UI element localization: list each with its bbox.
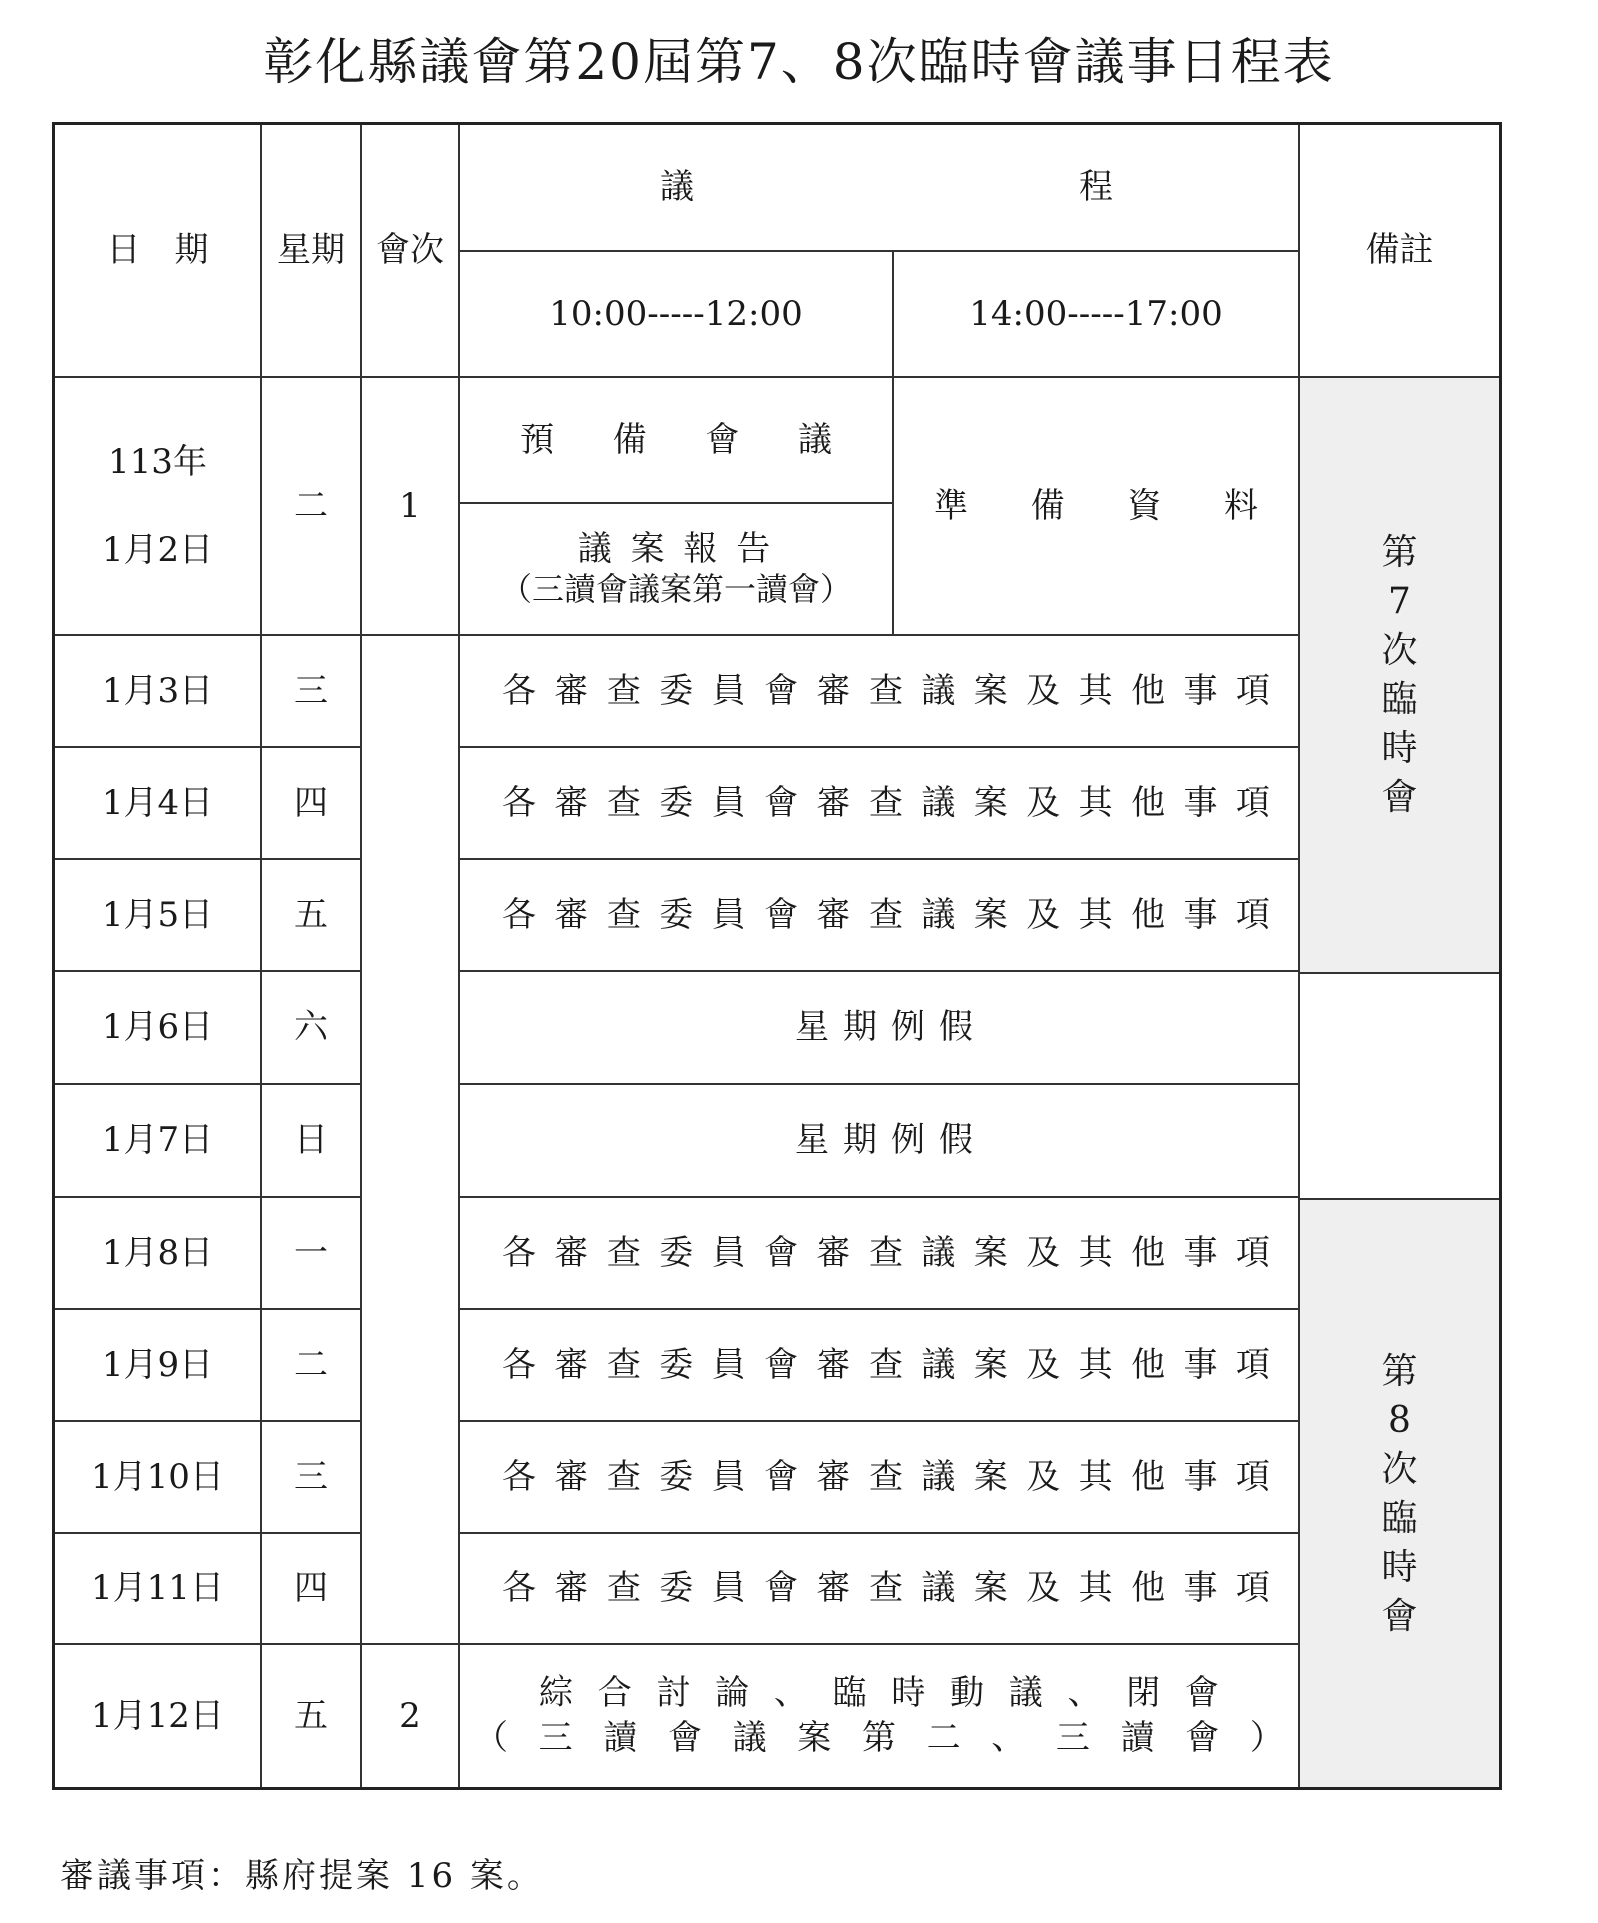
agenda-char: 案	[973, 894, 1008, 935]
header-session: 會次	[362, 125, 460, 378]
remark-char: 7	[1388, 581, 1411, 622]
agenda-char: 各	[502, 670, 536, 711]
agenda-char: 、	[991, 1718, 1026, 1758]
agenda-char: 委	[659, 782, 694, 823]
remark-char: 時	[1381, 1546, 1418, 1588]
agenda-char: 假	[939, 1120, 973, 1161]
agenda-char: 查	[868, 894, 903, 935]
agenda-char: 會	[764, 1232, 799, 1273]
reading-note-line	[474, 1718, 1284, 1759]
agenda-char: 查	[606, 782, 641, 823]
char: 準	[934, 485, 968, 526]
agenda-char: 讀	[603, 1718, 638, 1758]
agenda-char: 委	[659, 670, 694, 711]
agenda-char: 案	[973, 1232, 1008, 1273]
row-date: 1月6日	[55, 972, 262, 1085]
agenda-char: 他	[1131, 894, 1166, 935]
remark-char: 臨	[1381, 1497, 1418, 1539]
agenda-char: 及	[1026, 1344, 1061, 1385]
agenda-char: 會	[667, 1718, 702, 1758]
agenda-char: 案	[973, 1568, 1008, 1609]
agenda-char: 會	[764, 670, 799, 711]
agenda-char: 各	[502, 894, 536, 935]
review-items-note: 審議事項：縣府提案 16 案。	[60, 1856, 544, 1896]
header-agenda-right: 程	[894, 125, 1300, 252]
agenda-char: 會	[764, 1344, 799, 1385]
agenda-char: 期	[843, 1007, 877, 1048]
row-agenda	[460, 860, 1300, 972]
agenda-char: 他	[1131, 782, 1166, 823]
agenda-char: 查	[868, 670, 903, 711]
agenda-char: 會	[764, 782, 799, 823]
day1-session: 1	[362, 378, 460, 636]
agenda-char: 綜	[539, 1673, 573, 1714]
row-date: 1月4日	[55, 748, 262, 860]
row-agenda	[460, 972, 1300, 1085]
day1-weekday: 二	[262, 378, 362, 636]
day1-morning-top	[460, 378, 894, 504]
row-agenda	[460, 1198, 1300, 1310]
agenda-char: 項	[1235, 894, 1270, 935]
agenda-char: 查	[868, 1344, 903, 1385]
agenda-char: 其	[1078, 1456, 1113, 1497]
agenda-char: 委	[659, 1456, 694, 1497]
agenda-char: 項	[1235, 1568, 1270, 1609]
row-weekday: 二	[262, 1310, 362, 1422]
page-title: 彰化縣議會第20屆第7、8次臨時會議事日程表	[263, 33, 1335, 91]
agenda-char: 論	[715, 1673, 750, 1714]
agenda-char: 項	[1235, 1456, 1270, 1497]
agenda-char: 案	[973, 670, 1008, 711]
row-weekday: 五	[262, 860, 362, 972]
agenda-char: 員	[711, 1568, 746, 1609]
agenda-char: 議	[921, 1456, 956, 1497]
row-agenda	[460, 636, 1300, 748]
agenda-char: 例	[891, 1007, 925, 1048]
agenda-char: 會	[764, 894, 799, 935]
agenda-char: 委	[659, 894, 694, 935]
agenda-char: 會	[1184, 1673, 1219, 1714]
agenda-char: 查	[868, 1232, 903, 1273]
agenda-char: 審	[554, 1568, 589, 1609]
row-date: 1月11日	[55, 1534, 262, 1645]
agenda-char: 臨	[832, 1673, 867, 1714]
session-blank	[362, 636, 460, 1645]
char: 會	[705, 419, 740, 460]
agenda-char: 及	[1026, 782, 1061, 823]
row-date: 1月7日	[55, 1085, 262, 1198]
row-agenda	[460, 1534, 1300, 1645]
agenda-char: 及	[1026, 894, 1061, 935]
char: 備	[612, 419, 647, 460]
agenda-char: 審	[816, 894, 851, 935]
agenda-char: 他	[1131, 1456, 1166, 1497]
agenda-char: 查	[868, 1456, 903, 1497]
agenda-char: 議	[921, 782, 956, 823]
agenda-char: 他	[1131, 1568, 1166, 1609]
agenda-char: 查	[868, 782, 903, 823]
agenda-char: 審	[816, 1456, 851, 1497]
last-row-session: 2	[362, 1645, 460, 1787]
day1-date-cell	[55, 378, 262, 636]
agenda-char: 事	[1183, 1568, 1218, 1609]
agenda-char: 及	[1026, 1568, 1061, 1609]
agenda-char: 討	[656, 1673, 691, 1714]
agenda-char: 他	[1131, 670, 1166, 711]
agenda-char: 各	[502, 1456, 536, 1497]
last-row-agenda	[460, 1645, 1300, 1787]
agenda-char: 查	[606, 1232, 641, 1273]
agenda-char: 各	[502, 1232, 536, 1273]
day1-afternoon	[894, 378, 1300, 636]
char: 料	[1223, 485, 1258, 526]
agenda-char: 動	[950, 1673, 985, 1714]
agenda-char: 查	[606, 1568, 641, 1609]
agenda-char: 審	[816, 1232, 851, 1273]
agenda-char: 案	[973, 1344, 1008, 1385]
agenda-char: 員	[711, 894, 746, 935]
agenda-char: 其	[1078, 670, 1113, 711]
agenda-char: 事	[1183, 1456, 1218, 1497]
agenda-char: 案	[973, 1456, 1008, 1497]
row-weekday: 一	[262, 1198, 362, 1310]
remark-char: 時	[1381, 728, 1418, 769]
row-agenda	[460, 748, 1300, 860]
bill-report-label: 議 案 報 告	[577, 529, 775, 570]
agenda-char: 、	[1067, 1673, 1102, 1714]
remark-session-8	[1300, 1200, 1499, 1787]
row-date: 1月3日	[55, 636, 262, 748]
row-date: 1月9日	[55, 1310, 262, 1422]
agenda-char: 審	[816, 782, 851, 823]
agenda-char: 案	[797, 1718, 832, 1758]
agenda-char: 及	[1026, 1456, 1061, 1497]
first-reading-note: （三讀會議案第一讀會）	[499, 570, 852, 609]
agenda-char: ）	[1249, 1718, 1284, 1758]
agenda-char: 二	[926, 1718, 961, 1758]
closing-line	[539, 1673, 1219, 1714]
agenda-char: 會	[1185, 1718, 1220, 1758]
row-agenda	[460, 1310, 1300, 1422]
char: 議	[797, 419, 832, 460]
agenda-char: 他	[1131, 1344, 1166, 1385]
agenda-char: 會	[764, 1568, 799, 1609]
remark-char: 會	[1381, 777, 1418, 818]
char: 備	[1030, 485, 1065, 526]
agenda-char: 員	[711, 782, 746, 823]
agenda-char: 查	[868, 1568, 903, 1609]
agenda-char: 審	[554, 1232, 589, 1273]
agenda-table	[52, 122, 1502, 1790]
header-remarks: 備註	[1300, 125, 1499, 378]
agenda-char: 審	[816, 1568, 851, 1609]
agenda-char: 時	[891, 1673, 926, 1714]
remark-session-7	[1300, 378, 1499, 974]
remark-char: 臨	[1381, 679, 1418, 720]
agenda-char: 會	[764, 1456, 799, 1497]
agenda-char: 審	[816, 670, 851, 711]
agenda-char: 星	[795, 1120, 829, 1161]
agenda-char: 讀	[1120, 1718, 1155, 1758]
remark-char: 次	[1381, 630, 1418, 671]
agenda-char: 合	[597, 1673, 632, 1714]
agenda-char: 期	[843, 1120, 877, 1161]
agenda-char: 閉	[1126, 1673, 1161, 1714]
agenda-char: 議	[921, 1344, 956, 1385]
agenda-char: 各	[502, 1344, 536, 1385]
row-weekday: 三	[262, 1422, 362, 1534]
day1-year: 113年	[108, 441, 207, 482]
header-afternoon: 14:00-----17:00	[894, 252, 1300, 378]
agenda-char: 、	[773, 1673, 808, 1714]
header-morning: 10:00-----12:00	[460, 252, 894, 378]
agenda-char: 委	[659, 1232, 694, 1273]
agenda-char: 其	[1078, 782, 1113, 823]
agenda-char: 委	[659, 1344, 694, 1385]
last-row-weekday: 五	[262, 1645, 362, 1787]
agenda-char: 事	[1183, 894, 1218, 935]
agenda-char: 其	[1078, 1232, 1113, 1273]
agenda-char: 其	[1078, 1344, 1113, 1385]
agenda-char: 及	[1026, 670, 1061, 711]
day1-morning-bottom	[460, 504, 894, 636]
remark-char: 第	[1381, 1350, 1418, 1392]
agenda-char: 審	[554, 1456, 589, 1497]
row-weekday: 六	[262, 972, 362, 1085]
row-weekday: 四	[262, 748, 362, 860]
header-agenda-left: 議	[460, 125, 894, 252]
remark-char: 8	[1388, 1399, 1411, 1441]
agenda-char: 項	[1235, 1232, 1270, 1273]
agenda-char: 議	[732, 1718, 767, 1758]
row-date: 1月8日	[55, 1198, 262, 1310]
agenda-char: 審	[554, 894, 589, 935]
remark-char: 次	[1381, 1448, 1418, 1490]
agenda-char: 三	[538, 1718, 573, 1758]
agenda-char: 審	[816, 1344, 851, 1385]
agenda-char: 員	[711, 1232, 746, 1273]
agenda-char: 議	[921, 894, 956, 935]
agenda-char: 員	[711, 1344, 746, 1385]
agenda-char: 員	[711, 670, 746, 711]
agenda-char: 議	[921, 1232, 956, 1273]
agenda-char: 議	[1008, 1673, 1043, 1714]
agenda-char: 審	[554, 782, 589, 823]
agenda-char: 事	[1183, 1232, 1218, 1273]
agenda-char: 項	[1235, 782, 1270, 823]
agenda-char: 查	[606, 1344, 641, 1385]
row-agenda	[460, 1085, 1300, 1198]
agenda-char: 審	[554, 670, 589, 711]
agenda-char: 查	[606, 1456, 641, 1497]
agenda-char: 項	[1235, 1344, 1270, 1385]
agenda-char: 案	[973, 782, 1008, 823]
remark-char: 第	[1381, 532, 1418, 573]
agenda-char: 委	[659, 1568, 694, 1609]
agenda-char: 三	[1055, 1718, 1090, 1758]
day1-date: 1月2日	[101, 529, 214, 570]
row-agenda	[460, 1422, 1300, 1534]
agenda-char: 各	[502, 1568, 536, 1609]
agenda-char: 審	[554, 1344, 589, 1385]
agenda-char: 議	[921, 1568, 956, 1609]
agenda-char: 事	[1183, 782, 1218, 823]
row-date: 1月10日	[55, 1422, 262, 1534]
agenda-char: 議	[921, 670, 956, 711]
agenda-char: 查	[606, 670, 641, 711]
agenda-char: 事	[1183, 670, 1218, 711]
header-date: 日 期	[55, 125, 262, 378]
last-row-date: 1月12日	[55, 1645, 262, 1787]
agenda-char: 假	[939, 1007, 973, 1048]
agenda-char: （	[474, 1718, 508, 1758]
char: 資	[1127, 485, 1162, 526]
row-weekday: 日	[262, 1085, 362, 1198]
agenda-char: 其	[1078, 1568, 1113, 1609]
char: 預	[520, 419, 554, 460]
agenda-char: 星	[795, 1007, 829, 1048]
agenda-char: 各	[502, 782, 536, 823]
agenda-char: 他	[1131, 1232, 1166, 1273]
agenda-char: 員	[711, 1456, 746, 1497]
header-weekday: 星期	[262, 125, 362, 378]
remark-blank	[1300, 974, 1499, 1200]
row-date: 1月5日	[55, 860, 262, 972]
row-weekday: 三	[262, 636, 362, 748]
agenda-char: 其	[1078, 894, 1113, 935]
agenda-char: 及	[1026, 1232, 1061, 1273]
remark-char: 會	[1381, 1595, 1418, 1637]
agenda-char: 項	[1235, 670, 1270, 711]
agenda-char: 事	[1183, 1344, 1218, 1385]
agenda-char: 第	[861, 1718, 896, 1758]
row-weekday: 四	[262, 1534, 362, 1645]
agenda-char: 查	[606, 894, 641, 935]
agenda-char: 例	[891, 1120, 925, 1161]
